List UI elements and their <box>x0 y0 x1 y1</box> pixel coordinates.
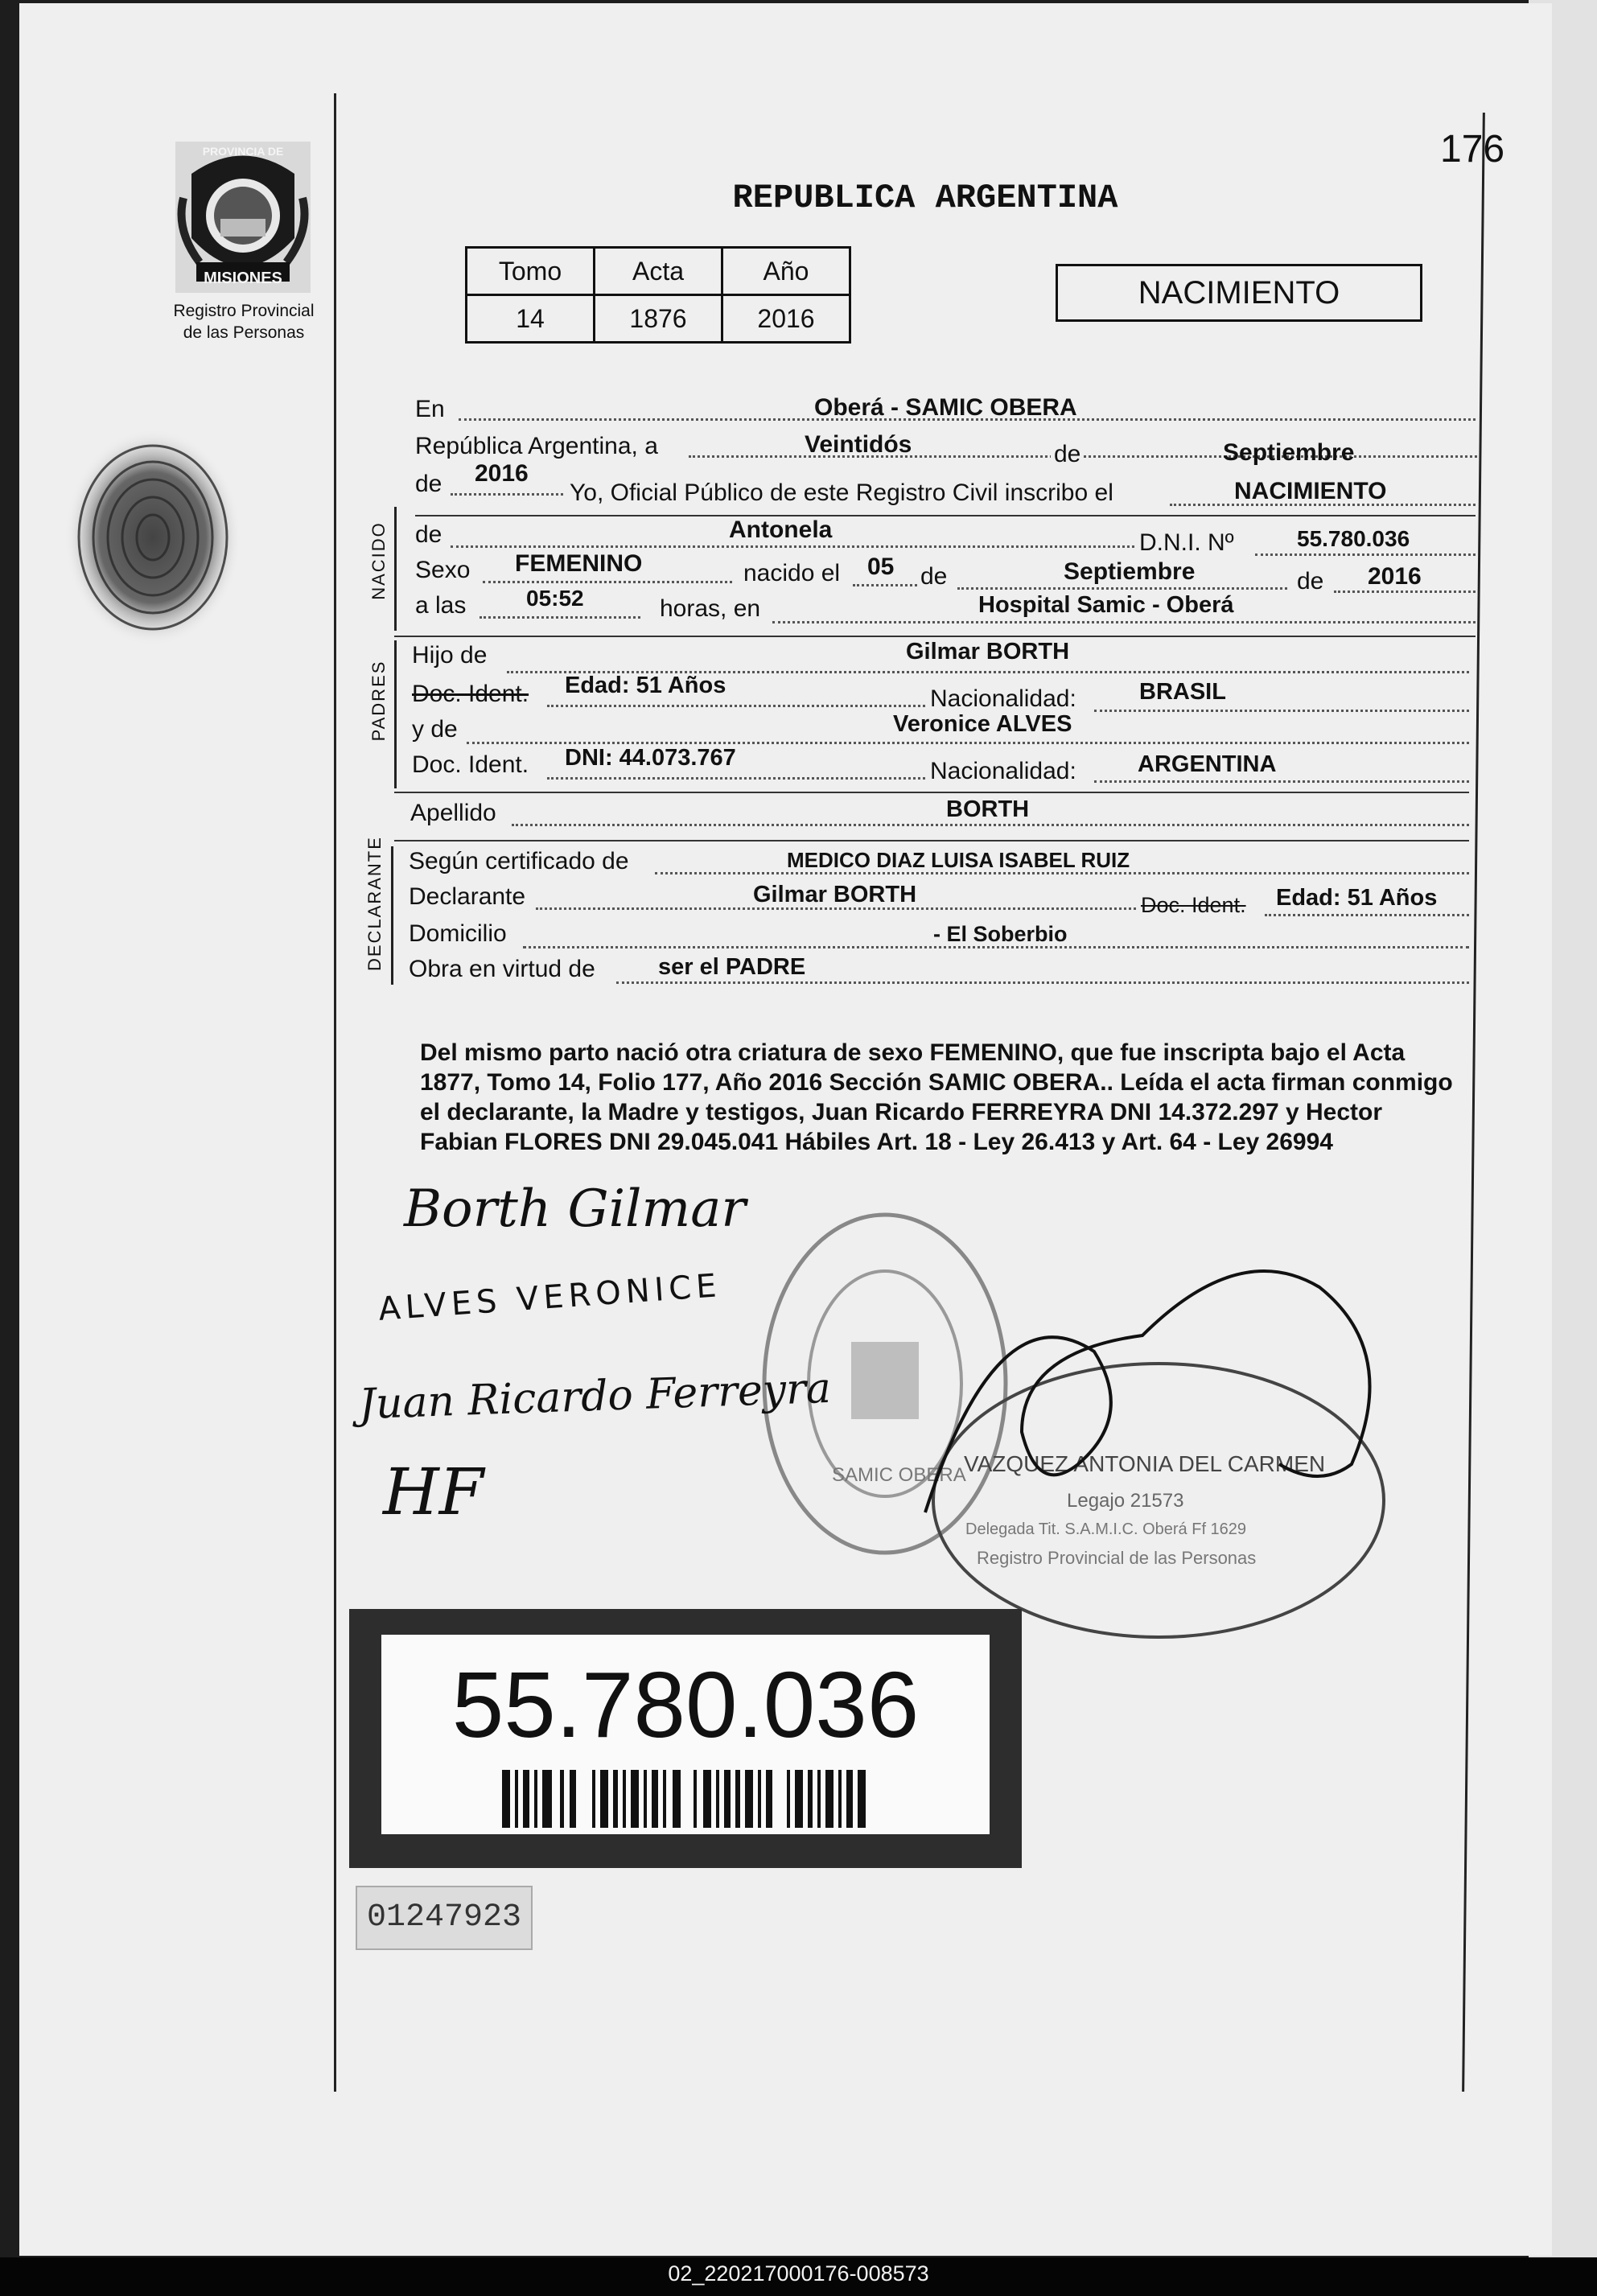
registry-value-tomo: 14 <box>467 295 595 343</box>
issuer-caption-line1: Registro Provincial <box>173 302 315 320</box>
value-declarante: Gilmar BORTH <box>753 882 917 907</box>
label-de: de <box>1051 441 1084 468</box>
officer-name: VAZQUEZ ANTONIA DEL CARMEN <box>964 1451 1326 1476</box>
value-madre-dni: DNI: 44.073.767 <box>565 745 736 771</box>
registry-table <box>465 246 851 344</box>
value-lugar: Oberá - SAMIC OBERA <box>814 394 1077 421</box>
side-label-declarante: DECLARANTE <box>364 836 385 971</box>
value-madre-nac: ARGENTINA <box>1138 751 1277 777</box>
value-hora: 05:52 <box>526 586 584 611</box>
officer-signature <box>901 1255 1400 1533</box>
signature-testigo2: HF <box>383 1455 484 1529</box>
value-madre: Veronice ALVES <box>893 711 1072 737</box>
dni-barcode-label <box>349 1609 1022 1868</box>
rule-apellido <box>394 840 1469 841</box>
registry-header-tomo: Tomo <box>467 248 595 295</box>
nacido-bracket <box>394 507 397 631</box>
page-number: 176 <box>1440 128 1505 171</box>
value-dni: 55.780.036 <box>1297 526 1410 551</box>
signature-madre: ALVES VERONICE <box>377 1267 722 1328</box>
round-stamp-bottom: SAMIC OBERA <box>832 1464 966 1486</box>
rule-padres <box>394 792 1469 793</box>
label-nacido-el: nacido el <box>743 560 841 586</box>
value-nombre: Antonela <box>729 516 833 543</box>
value-certificado: MEDICO DIAZ LUISA ISABEL RUIZ <box>787 848 1130 872</box>
signature-padre: Borth Gilmar <box>404 1179 746 1239</box>
value-mes: Septiembre <box>1223 439 1355 466</box>
value-dia-nac: 05 <box>867 553 895 580</box>
label-yo: Yo, Oficial Público de este Registro Civil inscribo el <box>570 479 1113 506</box>
label-de-year: de <box>1297 568 1324 595</box>
observations-note: Del mismo parto nació otra criatura de sexo FEMENINO, que fue inscripta bajo el Acta 1877, Tomo 14, Folio 177, Año 2016 Sección SAMIC OBERA.. Leída el acta firman conmigo el declarante, la Madre y testigos, Juan Ricardo FERREYRA DNI 14.372.297 y Hector Fabian FLORES DNI 29.045.041 Hábiles Art. 18 - Ley 26.413 y Art. 64 - Ley 26994 <box>420 1039 1453 1155</box>
serial-number: 01247923 <box>356 1886 533 1950</box>
dots-anio <box>451 493 563 496</box>
registry-header-row <box>467 248 850 295</box>
label-horas-en: horas, en <box>660 595 761 622</box>
dots-dni <box>1255 553 1476 556</box>
dots-obra <box>616 981 1469 984</box>
barcode-bars <box>502 1770 872 1828</box>
dots-nombre <box>451 545 1134 548</box>
label-a-las: a las <box>415 592 467 619</box>
label-doc-ident-struck: Doc. Ident. <box>412 681 529 707</box>
label-domicilio: Domicilio <box>409 920 507 947</box>
value-apellido: BORTH <box>946 796 1030 822</box>
label-segun: Según certificado de <box>409 848 629 874</box>
dots-lugar-nac <box>772 621 1476 623</box>
label-nacionalidad2: Nacionalidad: <box>930 758 1076 784</box>
label-de2: de <box>415 471 442 497</box>
dots-sexo <box>483 581 732 583</box>
value-declarante-edad: Edad: 51 Años <box>1276 885 1438 911</box>
padres-bracket <box>394 640 397 788</box>
rule-nacido <box>394 636 1476 637</box>
dots-madre-nac <box>1094 780 1469 783</box>
issuer-caption <box>151 300 336 344</box>
registry-value-acta: 1876 <box>595 295 722 343</box>
footer-code: 02_220217000176-008573 <box>668 2261 929 2286</box>
value-padre-edad: Edad: 51 Años <box>565 673 726 698</box>
label-dni: D.N.I. Nº <box>1139 529 1234 556</box>
label-nacionalidad1: Nacionalidad: <box>930 685 1076 712</box>
seal-top-text: PROVINCIA DE <box>202 145 284 158</box>
label-de-month: de <box>920 563 948 590</box>
value-domicilio: - El Soberbio <box>933 922 1068 946</box>
officer-org: Registro Provincial de las Personas <box>977 1548 1257 1568</box>
dots-apellido <box>512 824 1469 826</box>
barcode-panel <box>381 1635 990 1834</box>
dots-mes-nac <box>957 587 1287 590</box>
issuer-caption-line2: de las Personas <box>183 323 305 342</box>
officer-role: Delegada Tit. S.A.M.I.C. Oberá Ff 1629 <box>965 1520 1247 1538</box>
officer-legajo: Legajo 21573 <box>1067 1490 1184 1512</box>
label-obra: Obra en virtud de <box>409 956 595 982</box>
document-title: REPUBLICA ARGENTINA <box>732 179 1118 217</box>
label-en: En <box>415 396 445 422</box>
registry-value-row <box>467 295 850 343</box>
registry-header-acta: Acta <box>595 248 722 295</box>
value-obra: ser el PADRE <box>658 954 806 980</box>
value-mes-nac: Septiembre <box>1064 558 1196 585</box>
label-doc-ident: Doc. Ident. <box>412 751 529 778</box>
value-padre-nac: BRASIL <box>1139 679 1226 705</box>
value-anio-nac: 2016 <box>1368 563 1422 590</box>
left-margin-line <box>334 93 336 2092</box>
rule-header <box>415 515 1476 516</box>
dots-padre-edad <box>547 705 925 707</box>
dots-anio-nac <box>1334 590 1476 593</box>
side-label-nacido: NACIDO <box>368 521 389 600</box>
declarante-bracket <box>391 846 393 985</box>
label-de-name: de <box>415 521 442 548</box>
seal-bottom-text: MISIONES <box>204 270 282 287</box>
label-declarante: Declarante <box>409 883 526 910</box>
barcode-number: 55.780.036 <box>451 1652 920 1757</box>
dots-dia-nac <box>853 584 917 586</box>
value-acto: NACIMIENTO <box>1234 478 1387 504</box>
value-sexo: FEMENINO <box>515 550 643 577</box>
fingerprint <box>56 425 257 662</box>
value-anio: 2016 <box>475 460 529 487</box>
registry-value-anio: 2016 <box>722 295 850 343</box>
label-doc-ident-struck2: Doc. Ident. <box>1141 893 1246 917</box>
dots-madre <box>467 742 1469 744</box>
label-y-de: y de <box>412 716 458 743</box>
value-lugar-nac: Hospital Samic - Oberá <box>978 592 1234 618</box>
label-republica: República Argentina, a <box>415 433 658 459</box>
label-apellido: Apellido <box>410 800 496 826</box>
dots-madre-dni <box>547 777 925 780</box>
registry-header-anio: Año <box>722 248 850 295</box>
dots-padre-nac <box>1094 710 1469 712</box>
signature-testigo1: Juan Ricardo Ferreyra <box>358 1364 832 1430</box>
dots-declarante-edad <box>1265 914 1469 916</box>
label-hijo-de: Hijo de <box>412 642 488 669</box>
dots-hora <box>480 616 640 619</box>
value-padre: Gilmar BORTH <box>906 639 1070 665</box>
value-dia: Veintidós <box>805 431 912 458</box>
label-sexo: Sexo <box>415 557 471 583</box>
record-type-box: NACIMIENTO <box>1056 264 1422 322</box>
side-label-padres: PADRES <box>368 660 389 742</box>
